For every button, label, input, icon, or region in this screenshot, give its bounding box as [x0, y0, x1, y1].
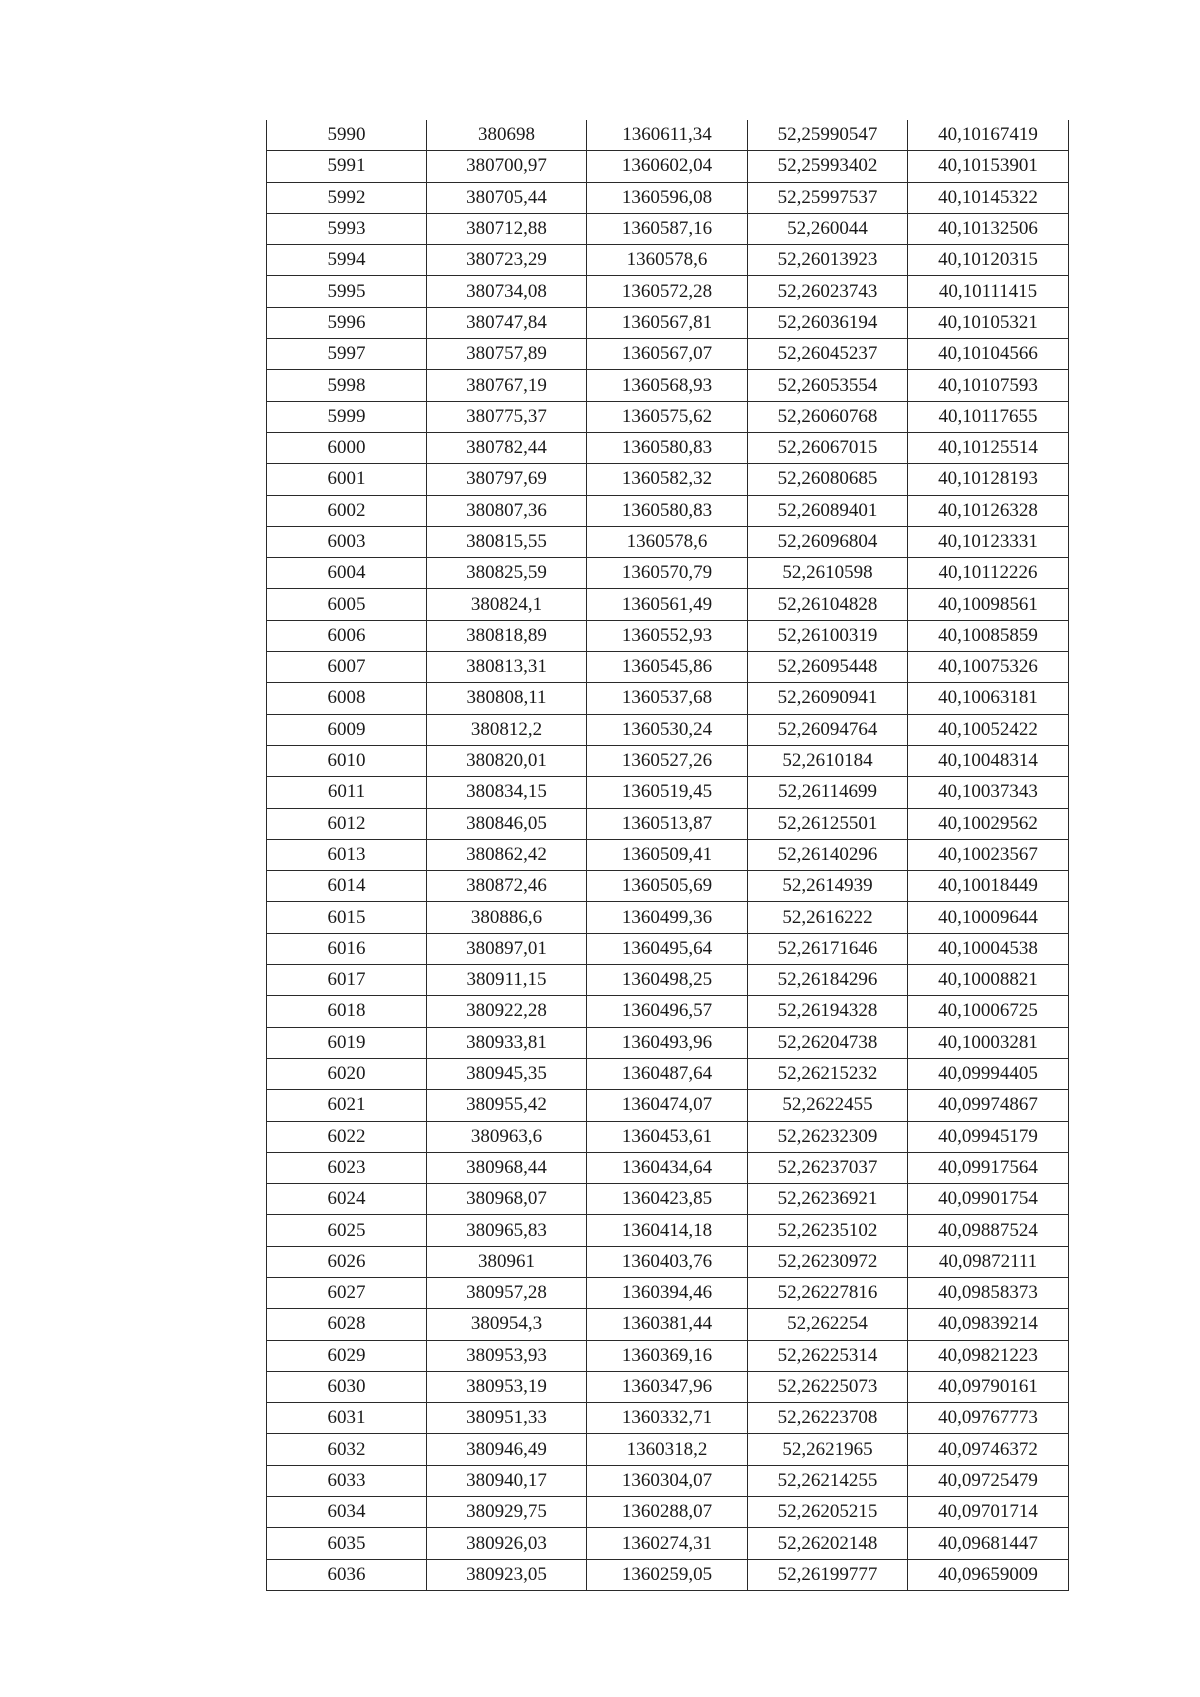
table-row [267, 808, 1069, 839]
table-row [267, 182, 1069, 213]
table-row [267, 871, 1069, 902]
longitude-cell: 40,10104566 [908, 339, 1069, 370]
point-number-cell: 6019 [267, 1027, 427, 1058]
x-coordinate-cell: 380940,17 [427, 1465, 587, 1496]
latitude-cell: 52,26067015 [748, 432, 908, 463]
latitude-cell: 52,26053554 [748, 370, 908, 401]
x-coordinate-cell: 380807,36 [427, 495, 587, 526]
y-coordinate-cell: 1360498,25 [587, 965, 748, 996]
x-coordinate-cell: 380953,93 [427, 1340, 587, 1371]
x-coordinate-cell: 380698 [427, 120, 587, 151]
point-number-cell: 6020 [267, 1058, 427, 1089]
point-number-cell: 5991 [267, 151, 427, 182]
table-row [267, 245, 1069, 276]
y-coordinate-cell: 1360580,83 [587, 432, 748, 463]
latitude-cell: 52,26199777 [748, 1559, 908, 1590]
longitude-cell: 40,10123331 [908, 526, 1069, 557]
latitude-cell: 52,260044 [748, 213, 908, 244]
table-row [267, 1528, 1069, 1559]
y-coordinate-cell: 1360332,71 [587, 1403, 748, 1434]
point-number-cell: 6015 [267, 902, 427, 933]
table-row [267, 1277, 1069, 1308]
longitude-cell: 40,09767773 [908, 1403, 1069, 1434]
table-row [267, 1434, 1069, 1465]
longitude-cell: 40,10098561 [908, 589, 1069, 620]
y-coordinate-cell: 1360259,05 [587, 1559, 748, 1590]
latitude-cell: 52,2616222 [748, 902, 908, 933]
table-row [267, 213, 1069, 244]
x-coordinate-cell: 380747,84 [427, 307, 587, 338]
table-row [267, 307, 1069, 338]
latitude-cell: 52,26125501 [748, 808, 908, 839]
longitude-cell: 40,09821223 [908, 1340, 1069, 1371]
latitude-cell: 52,26236921 [748, 1184, 908, 1215]
latitude-cell: 52,25993402 [748, 151, 908, 182]
table-row [267, 683, 1069, 714]
longitude-cell: 40,10112226 [908, 558, 1069, 589]
x-coordinate-cell: 380926,03 [427, 1528, 587, 1559]
table-row [267, 151, 1069, 182]
y-coordinate-cell: 1360505,69 [587, 871, 748, 902]
latitude-cell: 52,26089401 [748, 495, 908, 526]
x-coordinate-cell: 380946,49 [427, 1434, 587, 1465]
x-coordinate-cell: 380922,28 [427, 996, 587, 1027]
latitude-cell: 52,2610598 [748, 558, 908, 589]
longitude-cell: 40,10167419 [908, 120, 1069, 151]
point-number-cell: 6013 [267, 839, 427, 870]
x-coordinate-cell: 380815,55 [427, 526, 587, 557]
point-number-cell: 6005 [267, 589, 427, 620]
x-coordinate-cell: 380951,33 [427, 1403, 587, 1434]
table-row [267, 339, 1069, 370]
coordinates-table [266, 120, 1069, 1591]
longitude-cell: 40,10048314 [908, 745, 1069, 776]
point-number-cell: 6030 [267, 1371, 427, 1402]
longitude-cell: 40,10009644 [908, 902, 1069, 933]
x-coordinate-cell: 380929,75 [427, 1497, 587, 1528]
latitude-cell: 52,26013923 [748, 245, 908, 276]
latitude-cell: 52,26171646 [748, 933, 908, 964]
longitude-cell: 40,10029562 [908, 808, 1069, 839]
point-number-cell: 6032 [267, 1434, 427, 1465]
longitude-cell: 40,10126328 [908, 495, 1069, 526]
table-row [267, 1340, 1069, 1371]
x-coordinate-cell: 380782,44 [427, 432, 587, 463]
y-coordinate-cell: 1360611,34 [587, 120, 748, 151]
longitude-cell: 40,09901754 [908, 1184, 1069, 1215]
latitude-cell: 52,26235102 [748, 1215, 908, 1246]
point-number-cell: 5996 [267, 307, 427, 338]
point-number-cell: 6017 [267, 965, 427, 996]
table-row [267, 1152, 1069, 1183]
y-coordinate-cell: 1360423,85 [587, 1184, 748, 1215]
latitude-cell: 52,26184296 [748, 965, 908, 996]
point-number-cell: 6001 [267, 464, 427, 495]
point-number-cell: 6018 [267, 996, 427, 1027]
table-row [267, 464, 1069, 495]
table-row [267, 839, 1069, 870]
longitude-cell: 40,10006725 [908, 996, 1069, 1027]
table-row [267, 589, 1069, 620]
latitude-cell: 52,262254 [748, 1309, 908, 1340]
longitude-cell: 40,10120315 [908, 245, 1069, 276]
point-number-cell: 6022 [267, 1121, 427, 1152]
y-coordinate-cell: 1360530,24 [587, 714, 748, 745]
latitude-cell: 52,26023743 [748, 276, 908, 307]
table-row [267, 965, 1069, 996]
latitude-cell: 52,26194328 [748, 996, 908, 1027]
point-number-cell: 6026 [267, 1246, 427, 1277]
y-coordinate-cell: 1360493,96 [587, 1027, 748, 1058]
latitude-cell: 52,26202148 [748, 1528, 908, 1559]
longitude-cell: 40,09917564 [908, 1152, 1069, 1183]
y-coordinate-cell: 1360537,68 [587, 683, 748, 714]
y-coordinate-cell: 1360582,32 [587, 464, 748, 495]
y-coordinate-cell: 1360578,6 [587, 526, 748, 557]
point-number-cell: 6029 [267, 1340, 427, 1371]
latitude-cell: 52,26100319 [748, 620, 908, 651]
x-coordinate-cell: 380757,89 [427, 339, 587, 370]
point-number-cell: 6028 [267, 1309, 427, 1340]
y-coordinate-cell: 1360578,6 [587, 245, 748, 276]
latitude-cell: 52,2621965 [748, 1434, 908, 1465]
latitude-cell: 52,26230972 [748, 1246, 908, 1277]
point-number-cell: 5999 [267, 401, 427, 432]
y-coordinate-cell: 1360568,93 [587, 370, 748, 401]
y-coordinate-cell: 1360381,44 [587, 1309, 748, 1340]
latitude-cell: 52,26227816 [748, 1277, 908, 1308]
y-coordinate-cell: 1360453,61 [587, 1121, 748, 1152]
longitude-cell: 40,09945179 [908, 1121, 1069, 1152]
longitude-cell: 40,10085859 [908, 620, 1069, 651]
longitude-cell: 40,10107593 [908, 370, 1069, 401]
y-coordinate-cell: 1360288,07 [587, 1497, 748, 1528]
x-coordinate-cell: 380923,05 [427, 1559, 587, 1590]
table-row [267, 1058, 1069, 1089]
table-row [267, 1559, 1069, 1590]
x-coordinate-cell: 380834,15 [427, 777, 587, 808]
x-coordinate-cell: 380862,42 [427, 839, 587, 870]
longitude-cell: 40,09858373 [908, 1277, 1069, 1308]
table-row [267, 777, 1069, 808]
latitude-cell: 52,26232309 [748, 1121, 908, 1152]
table-row [267, 1246, 1069, 1277]
longitude-cell: 40,10132506 [908, 213, 1069, 244]
table-row [267, 1403, 1069, 1434]
x-coordinate-cell: 380954,3 [427, 1309, 587, 1340]
x-coordinate-cell: 380961 [427, 1246, 587, 1277]
table-row [267, 495, 1069, 526]
table-row [267, 1121, 1069, 1152]
x-coordinate-cell: 380734,08 [427, 276, 587, 307]
x-coordinate-cell: 380957,28 [427, 1277, 587, 1308]
longitude-cell: 40,09839214 [908, 1309, 1069, 1340]
longitude-cell: 40,10105321 [908, 307, 1069, 338]
x-coordinate-cell: 380933,81 [427, 1027, 587, 1058]
longitude-cell: 40,10128193 [908, 464, 1069, 495]
latitude-cell: 52,2610184 [748, 745, 908, 776]
x-coordinate-cell: 380818,89 [427, 620, 587, 651]
point-number-cell: 6003 [267, 526, 427, 557]
latitude-cell: 52,26225073 [748, 1371, 908, 1402]
latitude-cell: 52,26140296 [748, 839, 908, 870]
point-number-cell: 5990 [267, 120, 427, 151]
longitude-cell: 40,09659009 [908, 1559, 1069, 1590]
table-row [267, 902, 1069, 933]
longitude-cell: 40,10008821 [908, 965, 1069, 996]
point-number-cell: 6011 [267, 777, 427, 808]
longitude-cell: 40,10117655 [908, 401, 1069, 432]
point-number-cell: 6035 [267, 1528, 427, 1559]
x-coordinate-cell: 380846,05 [427, 808, 587, 839]
x-coordinate-cell: 380965,83 [427, 1215, 587, 1246]
table-row [267, 652, 1069, 683]
table-row [267, 558, 1069, 589]
table-row [267, 1184, 1069, 1215]
table-row [267, 1090, 1069, 1121]
x-coordinate-cell: 380808,11 [427, 683, 587, 714]
y-coordinate-cell: 1360394,46 [587, 1277, 748, 1308]
longitude-cell: 40,10125514 [908, 432, 1069, 463]
x-coordinate-cell: 380886,6 [427, 902, 587, 933]
y-coordinate-cell: 1360545,86 [587, 652, 748, 683]
table-row [267, 1027, 1069, 1058]
longitude-cell: 40,10003281 [908, 1027, 1069, 1058]
latitude-cell: 52,26215232 [748, 1058, 908, 1089]
longitude-cell: 40,09974867 [908, 1090, 1069, 1121]
y-coordinate-cell: 1360513,87 [587, 808, 748, 839]
point-number-cell: 5998 [267, 370, 427, 401]
y-coordinate-cell: 1360519,45 [587, 777, 748, 808]
x-coordinate-cell: 380955,42 [427, 1090, 587, 1121]
y-coordinate-cell: 1360561,49 [587, 589, 748, 620]
x-coordinate-cell: 380705,44 [427, 182, 587, 213]
longitude-cell: 40,09994405 [908, 1058, 1069, 1089]
point-number-cell: 6012 [267, 808, 427, 839]
point-number-cell: 6021 [267, 1090, 427, 1121]
y-coordinate-cell: 1360347,96 [587, 1371, 748, 1402]
latitude-cell: 52,26225314 [748, 1340, 908, 1371]
y-coordinate-cell: 1360596,08 [587, 182, 748, 213]
table-row [267, 745, 1069, 776]
y-coordinate-cell: 1360403,76 [587, 1246, 748, 1277]
table-row [267, 1465, 1069, 1496]
y-coordinate-cell: 1360575,62 [587, 401, 748, 432]
point-number-cell: 6002 [267, 495, 427, 526]
x-coordinate-cell: 380767,19 [427, 370, 587, 401]
point-number-cell: 6031 [267, 1403, 427, 1434]
y-coordinate-cell: 1360552,93 [587, 620, 748, 651]
y-coordinate-cell: 1360587,16 [587, 213, 748, 244]
table-row [267, 526, 1069, 557]
longitude-cell: 40,10004538 [908, 933, 1069, 964]
x-coordinate-cell: 380813,31 [427, 652, 587, 683]
x-coordinate-cell: 380723,29 [427, 245, 587, 276]
latitude-cell: 52,26036194 [748, 307, 908, 338]
longitude-cell: 40,10018449 [908, 871, 1069, 902]
latitude-cell: 52,26096804 [748, 526, 908, 557]
longitude-cell: 40,09725479 [908, 1465, 1069, 1496]
longitude-cell: 40,10111415 [908, 276, 1069, 307]
y-coordinate-cell: 1360414,18 [587, 1215, 748, 1246]
y-coordinate-cell: 1360474,07 [587, 1090, 748, 1121]
table-row [267, 276, 1069, 307]
y-coordinate-cell: 1360527,26 [587, 745, 748, 776]
point-number-cell: 6036 [267, 1559, 427, 1590]
latitude-cell: 52,26090941 [748, 683, 908, 714]
table-row [267, 996, 1069, 1027]
point-number-cell: 6006 [267, 620, 427, 651]
table-row [267, 1215, 1069, 1246]
point-number-cell: 6007 [267, 652, 427, 683]
y-coordinate-cell: 1360434,64 [587, 1152, 748, 1183]
point-number-cell: 6000 [267, 432, 427, 463]
point-number-cell: 6014 [267, 871, 427, 902]
y-coordinate-cell: 1360570,79 [587, 558, 748, 589]
point-number-cell: 6009 [267, 714, 427, 745]
y-coordinate-cell: 1360274,31 [587, 1528, 748, 1559]
x-coordinate-cell: 380824,1 [427, 589, 587, 620]
latitude-cell: 52,26205215 [748, 1497, 908, 1528]
longitude-cell: 40,10153901 [908, 151, 1069, 182]
y-coordinate-cell: 1360602,04 [587, 151, 748, 182]
x-coordinate-cell: 380953,19 [427, 1371, 587, 1402]
point-number-cell: 6025 [267, 1215, 427, 1246]
longitude-cell: 40,10052422 [908, 714, 1069, 745]
point-number-cell: 5997 [267, 339, 427, 370]
longitude-cell: 40,09790161 [908, 1371, 1069, 1402]
y-coordinate-cell: 1360572,28 [587, 276, 748, 307]
y-coordinate-cell: 1360496,57 [587, 996, 748, 1027]
latitude-cell: 52,26094764 [748, 714, 908, 745]
x-coordinate-cell: 380825,59 [427, 558, 587, 589]
longitude-cell: 40,09701714 [908, 1497, 1069, 1528]
latitude-cell: 52,25997537 [748, 182, 908, 213]
latitude-cell: 52,2622455 [748, 1090, 908, 1121]
x-coordinate-cell: 380911,15 [427, 965, 587, 996]
y-coordinate-cell: 1360509,41 [587, 839, 748, 870]
latitude-cell: 52,26095448 [748, 652, 908, 683]
table-row [267, 714, 1069, 745]
latitude-cell: 52,26060768 [748, 401, 908, 432]
point-number-cell: 6016 [267, 933, 427, 964]
x-coordinate-cell: 380968,07 [427, 1184, 587, 1215]
coordinates-table-body [267, 120, 1069, 1590]
x-coordinate-cell: 380963,6 [427, 1121, 587, 1152]
x-coordinate-cell: 380775,37 [427, 401, 587, 432]
point-number-cell: 5994 [267, 245, 427, 276]
longitude-cell: 40,09681447 [908, 1528, 1069, 1559]
longitude-cell: 40,10063181 [908, 683, 1069, 714]
y-coordinate-cell: 1360580,83 [587, 495, 748, 526]
x-coordinate-cell: 380797,69 [427, 464, 587, 495]
latitude-cell: 52,26114699 [748, 777, 908, 808]
point-number-cell: 6024 [267, 1184, 427, 1215]
y-coordinate-cell: 1360567,07 [587, 339, 748, 370]
point-number-cell: 6027 [267, 1277, 427, 1308]
table-row [267, 1309, 1069, 1340]
latitude-cell: 52,26080685 [748, 464, 908, 495]
y-coordinate-cell: 1360495,64 [587, 933, 748, 964]
point-number-cell: 6004 [267, 558, 427, 589]
longitude-cell: 40,09887524 [908, 1215, 1069, 1246]
y-coordinate-cell: 1360567,81 [587, 307, 748, 338]
x-coordinate-cell: 380812,2 [427, 714, 587, 745]
longitude-cell: 40,10075326 [908, 652, 1069, 683]
latitude-cell: 52,26104828 [748, 589, 908, 620]
y-coordinate-cell: 1360487,64 [587, 1058, 748, 1089]
point-number-cell: 6023 [267, 1152, 427, 1183]
latitude-cell: 52,26045237 [748, 339, 908, 370]
point-number-cell: 6008 [267, 683, 427, 714]
y-coordinate-cell: 1360304,07 [587, 1465, 748, 1496]
x-coordinate-cell: 380968,44 [427, 1152, 587, 1183]
longitude-cell: 40,09872111 [908, 1246, 1069, 1277]
longitude-cell: 40,10023567 [908, 839, 1069, 870]
y-coordinate-cell: 1360369,16 [587, 1340, 748, 1371]
x-coordinate-cell: 380700,97 [427, 151, 587, 182]
point-number-cell: 5995 [267, 276, 427, 307]
table-row [267, 933, 1069, 964]
latitude-cell: 52,26223708 [748, 1403, 908, 1434]
table-row [267, 1371, 1069, 1402]
point-number-cell: 6010 [267, 745, 427, 776]
point-number-cell: 6034 [267, 1497, 427, 1528]
latitude-cell: 52,26204738 [748, 1027, 908, 1058]
table-row [267, 401, 1069, 432]
table-row [267, 370, 1069, 401]
x-coordinate-cell: 380820,01 [427, 745, 587, 776]
x-coordinate-cell: 380872,46 [427, 871, 587, 902]
latitude-cell: 52,26237037 [748, 1152, 908, 1183]
x-coordinate-cell: 380897,01 [427, 933, 587, 964]
y-coordinate-cell: 1360318,2 [587, 1434, 748, 1465]
point-number-cell: 5992 [267, 182, 427, 213]
table-row [267, 120, 1069, 151]
table-row [267, 1497, 1069, 1528]
latitude-cell: 52,25990547 [748, 120, 908, 151]
table-row [267, 432, 1069, 463]
point-number-cell: 5993 [267, 213, 427, 244]
longitude-cell: 40,10145322 [908, 182, 1069, 213]
table-row [267, 620, 1069, 651]
point-number-cell: 6033 [267, 1465, 427, 1496]
latitude-cell: 52,26214255 [748, 1465, 908, 1496]
latitude-cell: 52,2614939 [748, 871, 908, 902]
y-coordinate-cell: 1360499,36 [587, 902, 748, 933]
x-coordinate-cell: 380712,88 [427, 213, 587, 244]
x-coordinate-cell: 380945,35 [427, 1058, 587, 1089]
longitude-cell: 40,10037343 [908, 777, 1069, 808]
longitude-cell: 40,09746372 [908, 1434, 1069, 1465]
